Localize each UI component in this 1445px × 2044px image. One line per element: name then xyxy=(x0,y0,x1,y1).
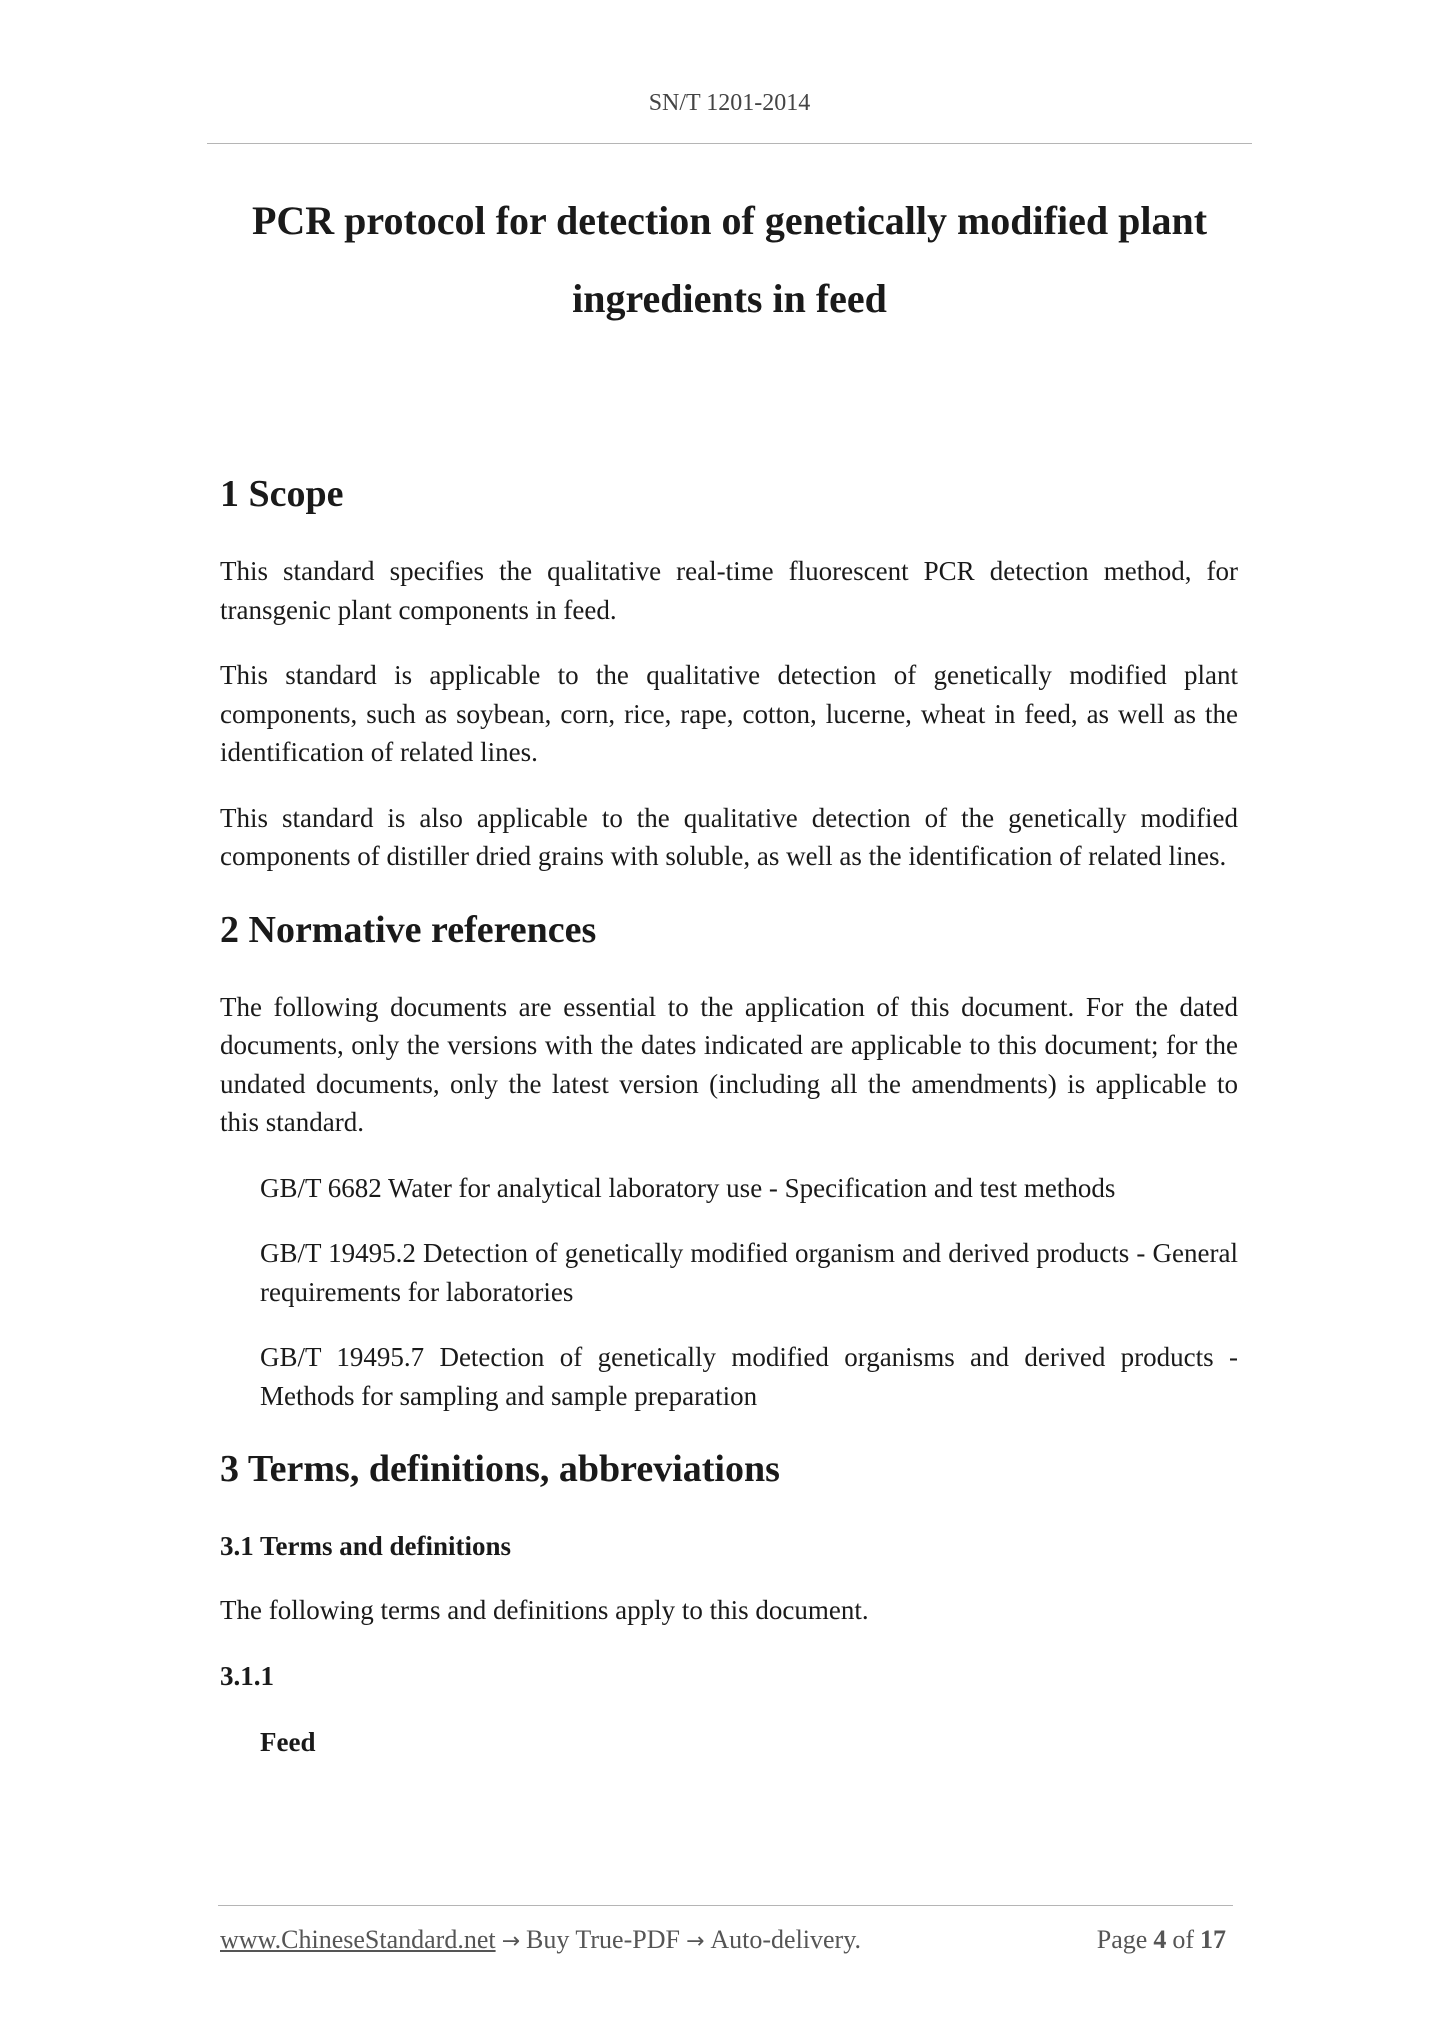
website-link[interactable]: www.ChineseStandard.net xyxy=(220,1925,496,1954)
page-header-doc-number: SN/T 1201-2014 xyxy=(648,90,811,116)
arrow-right-icon: → xyxy=(685,1929,705,1954)
normative-intro: The following documents are essential to the application of this document. For the dated documents, only the versions with the dates indicated are applicable to this document; for the undated documents, only the latest version (including all the amendments) is applicable to this standard. xyxy=(220,991,1238,1137)
term-name: Feed xyxy=(260,1726,316,1757)
page-of-label: of xyxy=(1172,1925,1194,1954)
section-heading-terms: 3 Terms, definitions, abbreviations xyxy=(220,1448,780,1490)
header-divider xyxy=(207,143,1252,144)
arrow-right-icon: → xyxy=(501,1929,521,1954)
reference-item: GB/T 19495.7 Detection of genetically modified organisms and derived products - Methods for sampling and sample preparation xyxy=(260,1342,1238,1411)
term-number: 3.1.1 xyxy=(220,1660,274,1691)
section-heading-scope: 1 Scope xyxy=(220,473,344,515)
reference-item: GB/T 6682 Water for analytical laboratory use - Specification and test methods xyxy=(260,1172,1116,1203)
buy-pdf-text: Buy True-PDF xyxy=(526,1925,680,1954)
reference-item: GB/T 19495.2 Detection of genetically modified organism and derived products - General requirements for laboratories xyxy=(260,1238,1238,1307)
page-footer xyxy=(220,1925,1232,1965)
scope-paragraph-1: This standard specifies the qualitative real-time fluorescent PCR detection method, for transgenic plant components in feed. xyxy=(220,556,1238,625)
scope-paragraph-2: This standard is applicable to the qualitative detection of genetically modified plant components, such as soybean, corn, rice, rape, cotton, lucerne, wheat in feed, as well as the identification of related lines. xyxy=(220,660,1238,767)
page-label: Page xyxy=(1096,1925,1148,1954)
terms-intro: The following terms and definitions apply to this document. xyxy=(220,1595,869,1625)
page-current: 4 xyxy=(1153,1925,1167,1954)
document-body xyxy=(220,470,1238,1761)
subsection-heading-terms-definitions: 3.1 Terms and definitions xyxy=(220,1531,512,1561)
document-title xyxy=(207,182,1252,338)
auto-delivery-text: Auto-delivery. xyxy=(710,1925,862,1954)
title-line-1: PCR protocol for detection of genetically modified plant xyxy=(251,198,1208,243)
footer-divider xyxy=(218,1905,1233,1906)
title-line-2: ingredients in feed xyxy=(572,276,887,321)
footer-left xyxy=(220,1925,861,1955)
section-heading-normative-references: 2 Normative references xyxy=(220,908,597,951)
page-total: 17 xyxy=(1200,1925,1226,1954)
page-indicator xyxy=(1097,1925,1232,1955)
scope-paragraph-3: This standard is also applicable to the qualitative detection of the genetically modified components of distiller dried grains with soluble, as well as the identification of related lines. xyxy=(220,802,1238,871)
